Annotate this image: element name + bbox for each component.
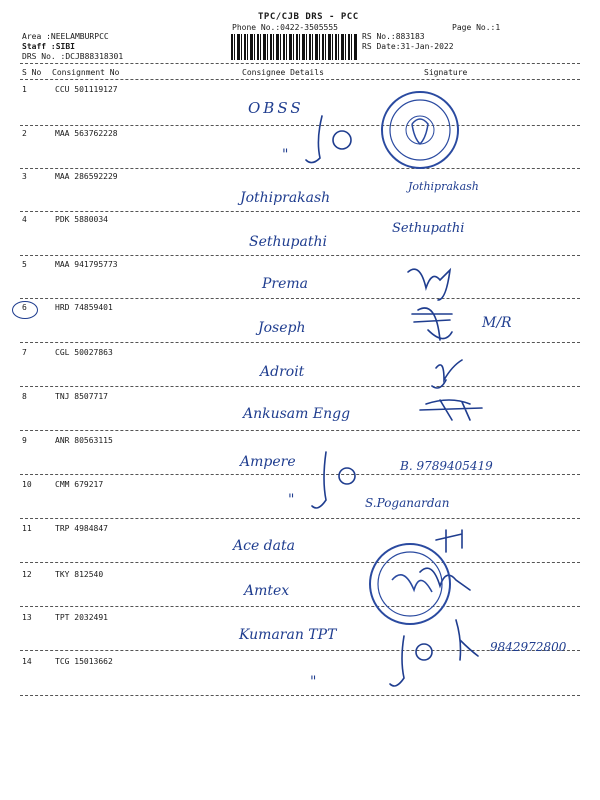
row-sno: 1 [22,85,27,94]
signature-text: Sethupathi [392,221,465,236]
handwritten-name: Kumaran TPT [239,627,337,643]
row-consignment: TRP 4984847 [55,524,108,533]
row-consignment: TKY 812540 [55,570,104,579]
handwritten-name: Adroit [260,364,305,380]
signature-text: B. 9789405419 [400,459,493,473]
signature-scribble [420,568,470,590]
staff-field: Staff :SIBI [22,42,75,51]
row-sno: 6 [22,303,27,312]
handwritten-name: Sethupathi [249,234,327,250]
report-title: TPC/CJB DRS - PCC [258,12,359,22]
signature-text: S.Poganardan [365,496,450,510]
signature-text: 9842972800 [490,640,567,654]
signature-scribble [456,620,478,660]
phone-number: Phone No.:0422-3505555 [232,23,338,32]
round-stamp [370,544,450,624]
row-sno: 12 [22,570,32,579]
signature-text: Jothiprakash [408,180,479,193]
handwritten-name: Ankusam Engg [243,406,351,422]
col-consignee: Consignee Details [242,68,324,77]
row-sno: 14 [22,657,32,666]
handwritten-ditto: " [282,147,289,163]
row-sno: 5 [22,260,27,269]
handwritten-name: Ampere [240,454,296,470]
handwritten-name: Prema [262,276,309,292]
signature-scribble [432,360,462,388]
handwritten-ditto: " [288,492,295,508]
row-consignment: CCU 501119127 [55,85,118,94]
circled-mark [416,644,432,660]
row-consignment: CMM 679217 [55,480,104,489]
row-consignment: TNJ 8507717 [55,392,108,401]
circled-mark [333,131,351,149]
col-consignment: Consignment No [52,68,120,77]
signature-scribble [420,400,482,420]
row-sno: 7 [22,348,27,357]
row-sno: 10 [22,480,32,489]
rs-date: RS Date:31-Jan-2022 [362,42,454,51]
row-consignment: MAA 563762228 [55,129,118,138]
drs-number: DRS No. :DCJB88318301 [22,52,124,61]
signature-text: M/R [482,315,512,331]
bracket-mark [312,452,326,508]
row-sno: 4 [22,215,27,224]
handwritten-name: Jothiprakash [240,190,331,206]
signature-scribble [436,530,462,552]
row-sno: 13 [22,613,32,622]
row-sno: 9 [22,436,27,445]
col-sno: S No [22,68,42,77]
signature-scribble [412,308,452,340]
handwritten-name: Ace data [233,538,295,554]
row-consignment: MAA 286592229 [55,172,118,181]
row-consignment: MAA 941795773 [55,260,118,269]
row-sno: 3 [22,172,27,181]
rs-number: RS No.:883183 [362,32,425,41]
round-stamp [382,92,458,168]
handwritten-ditto: " [310,674,317,690]
row-consignment: HRD 74859401 [55,303,113,312]
area-field: Area :NEELAMBURPCC [22,32,109,41]
handwritten-name: Amtex [244,583,290,599]
page-number: Page No.:1 [452,23,501,32]
row-sno: 11 [22,524,32,533]
row-sno: 2 [22,129,27,138]
row-consignment: CGL 50027863 [55,348,113,357]
signature-scribble [408,269,450,300]
row-consignment: TPT 2032491 [55,613,108,622]
row-consignment: ANR 80563115 [55,436,113,445]
bracket-mark [390,636,404,686]
row-sno: 8 [22,392,27,401]
row-consignment: TCG 15013662 [55,657,113,666]
handwritten-name: OBSS [248,99,304,117]
handwritten-name: Joseph [258,320,306,336]
circled-mark [339,468,355,484]
row-consignment: PDK 5880034 [55,215,108,224]
col-signature: Signature [424,68,468,77]
bracket-mark [306,116,322,163]
